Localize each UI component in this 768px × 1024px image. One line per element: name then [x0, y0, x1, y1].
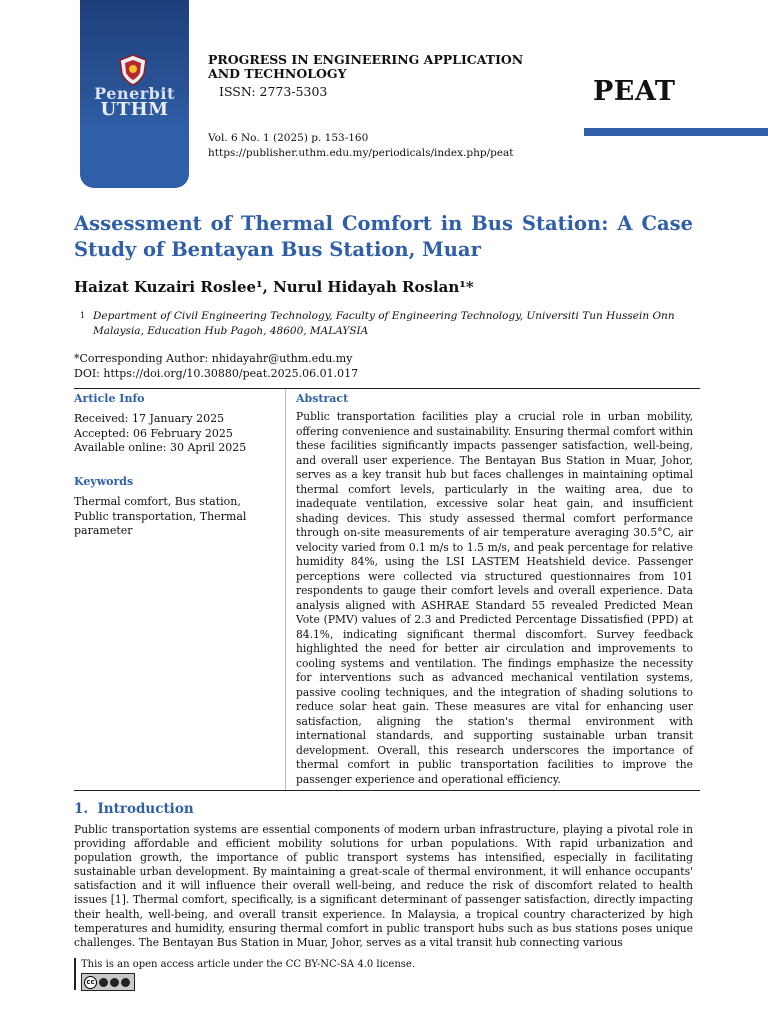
- abstract-text: Public transportation facilities play a crucial role in urban mobility, offering convenience and sustainability. Ensuring thermal comfort within these facilities significantly impacts passenger satisfaction, well-being, and overall user experience. The Bentayan Bus Station in Muar, Johor, serves as a key transit hub but faces challenges in maintaining optimal thermal comfort levels, particularly in the waiting area, due to inadequate ventilation, excessive solar heat gain, and insufficient shading devices. This study assessed thermal comfort performance through on-site measurements of air temperature averaging 30.5°C, air velocity varied from 0.1 m/s to 1.5 m/s, and peak percentage for relative humidity 84%, using the LSI LASTEM Heatshield device. Passenger perceptions were collected via structured questionnaires from 101 respondents to gauge their comfort levels and overall experience. Data analysis aligned with ASHRAE Standard 55 revealed Predicted Mean Vote (PMV) values of 2.3 and Predicted Percentage Dissatisfied (PPD) at 84.1%, indicating significant thermal discomfort. Survey feedback highlighted the need for better air circulation and improvements to cooling systems and ventilation. The findings emphasize the necessity for interventions such as advanced mechanical ventilation systems, passive cooling techniques, and the integration of shading solutions to reduce solar heat gain. These measures are vital for enhancing user satisfaction, aligning the station's thermal environment with international standards, and supporting sustainable urban transit development. Overall, this research underscores the importance of thermal comfort in public transportation facilities to improve the passenger experience and operational efficiency.: [296, 410, 693, 786]
- available-date: Available online: 30 April 2025: [74, 441, 247, 454]
- authors: Haizat Kuzairi Roslee¹, Nurul Hidayah Roslan¹*: [74, 278, 474, 296]
- logo-uthm: UTHM: [100, 99, 169, 120]
- article-info-heading: Article Info: [74, 392, 145, 405]
- by-icon: [99, 978, 108, 987]
- correspondence-block: [74, 351, 358, 381]
- doi-link[interactable]: DOI: https://doi.org/10.30880/peat.2025.06.01.017: [74, 367, 359, 380]
- column-divider: [285, 389, 286, 790]
- abstract-heading: Abstract: [296, 392, 349, 405]
- journal-url[interactable]: https://publisher.uthm.edu.my/periodicals/index.php/peat: [208, 147, 514, 159]
- corresponding-author: *Corresponding Author: nhidayahr@uthm.edu.my: [74, 352, 353, 365]
- article-title: Assessment of Thermal Comfort in Bus Station: A Case Study of Bentayan Bus Station, Muar: [74, 212, 693, 261]
- volume-line: Vol. 6 No. 1 (2025) p. 153-160: [208, 132, 369, 144]
- journal-acronym: PEAT: [593, 76, 676, 107]
- crest-icon: [118, 54, 148, 86]
- license-text: This is an open access article under the CC BY-NC-SA 4.0 license.: [81, 959, 415, 970]
- accepted-date: Accepted: 06 February 2025: [74, 426, 233, 440]
- affiliation-number: 1: [80, 311, 86, 320]
- volume-info: [208, 131, 514, 161]
- top-divider: [74, 388, 700, 389]
- logo-penerbit: Penerbit: [94, 84, 175, 103]
- footer-bar: [74, 958, 76, 990]
- sa-icon: [121, 978, 130, 987]
- cc-icon: cc: [84, 976, 97, 989]
- bottom-divider: [74, 790, 700, 791]
- accent-bar: [584, 128, 768, 136]
- introduction-heading: 1. Introduction: [74, 801, 194, 817]
- keywords-text: Thermal comfort, Bus station, Public transportation, Thermal parameter: [74, 495, 247, 537]
- article-dates: [74, 412, 246, 456]
- nc-icon: [110, 978, 119, 987]
- cc-license-badge[interactable]: [81, 973, 135, 991]
- introduction-text: Public transportation systems are essential components of modern urban infrastructure, playing a pivotal role in providing affordable and efficient mobility solutions for urban populations. With rapid urbanization and population growth, the importance of public transport systems has intensified, especially in facilitating sustainable urban development. By maintaining a great-scale of thermal environment, it will enhance occupants' satisfaction and it will influence their overall well-being, and reduce the risk of discomfort related to health issues [1]. Thermal comfort, specifically, is a significant determinant of passenger satisfaction, directly impacting their health, well-being, and overall transit experience. In Malaysia, a tropical country characterized by high temperatures and humidity, ensuring thermal comfort in public transport hubs such as bus stations poses unique challenges. The Bentayan Bus Station in Muar, Johor, serves as a vital transit hub connecting various: [74, 823, 693, 949]
- journal-name: PROGRESS IN ENGINEERING APPLICATION AND TECHNOLOGY: [208, 52, 524, 81]
- received-date: Received: 17 January 2025: [74, 412, 225, 425]
- publisher-banner: [80, 0, 189, 188]
- issn: ISSN: 2773-5303: [219, 84, 328, 99]
- affiliation-text: Department of Civil Engineering Technology, Faculty of Engineering Technology, Universiti Tun Hussein Onn Malaysia, Education Hub Pagoh, 48600, MALAYSIA: [93, 310, 675, 337]
- keywords-heading: Keywords: [74, 475, 134, 488]
